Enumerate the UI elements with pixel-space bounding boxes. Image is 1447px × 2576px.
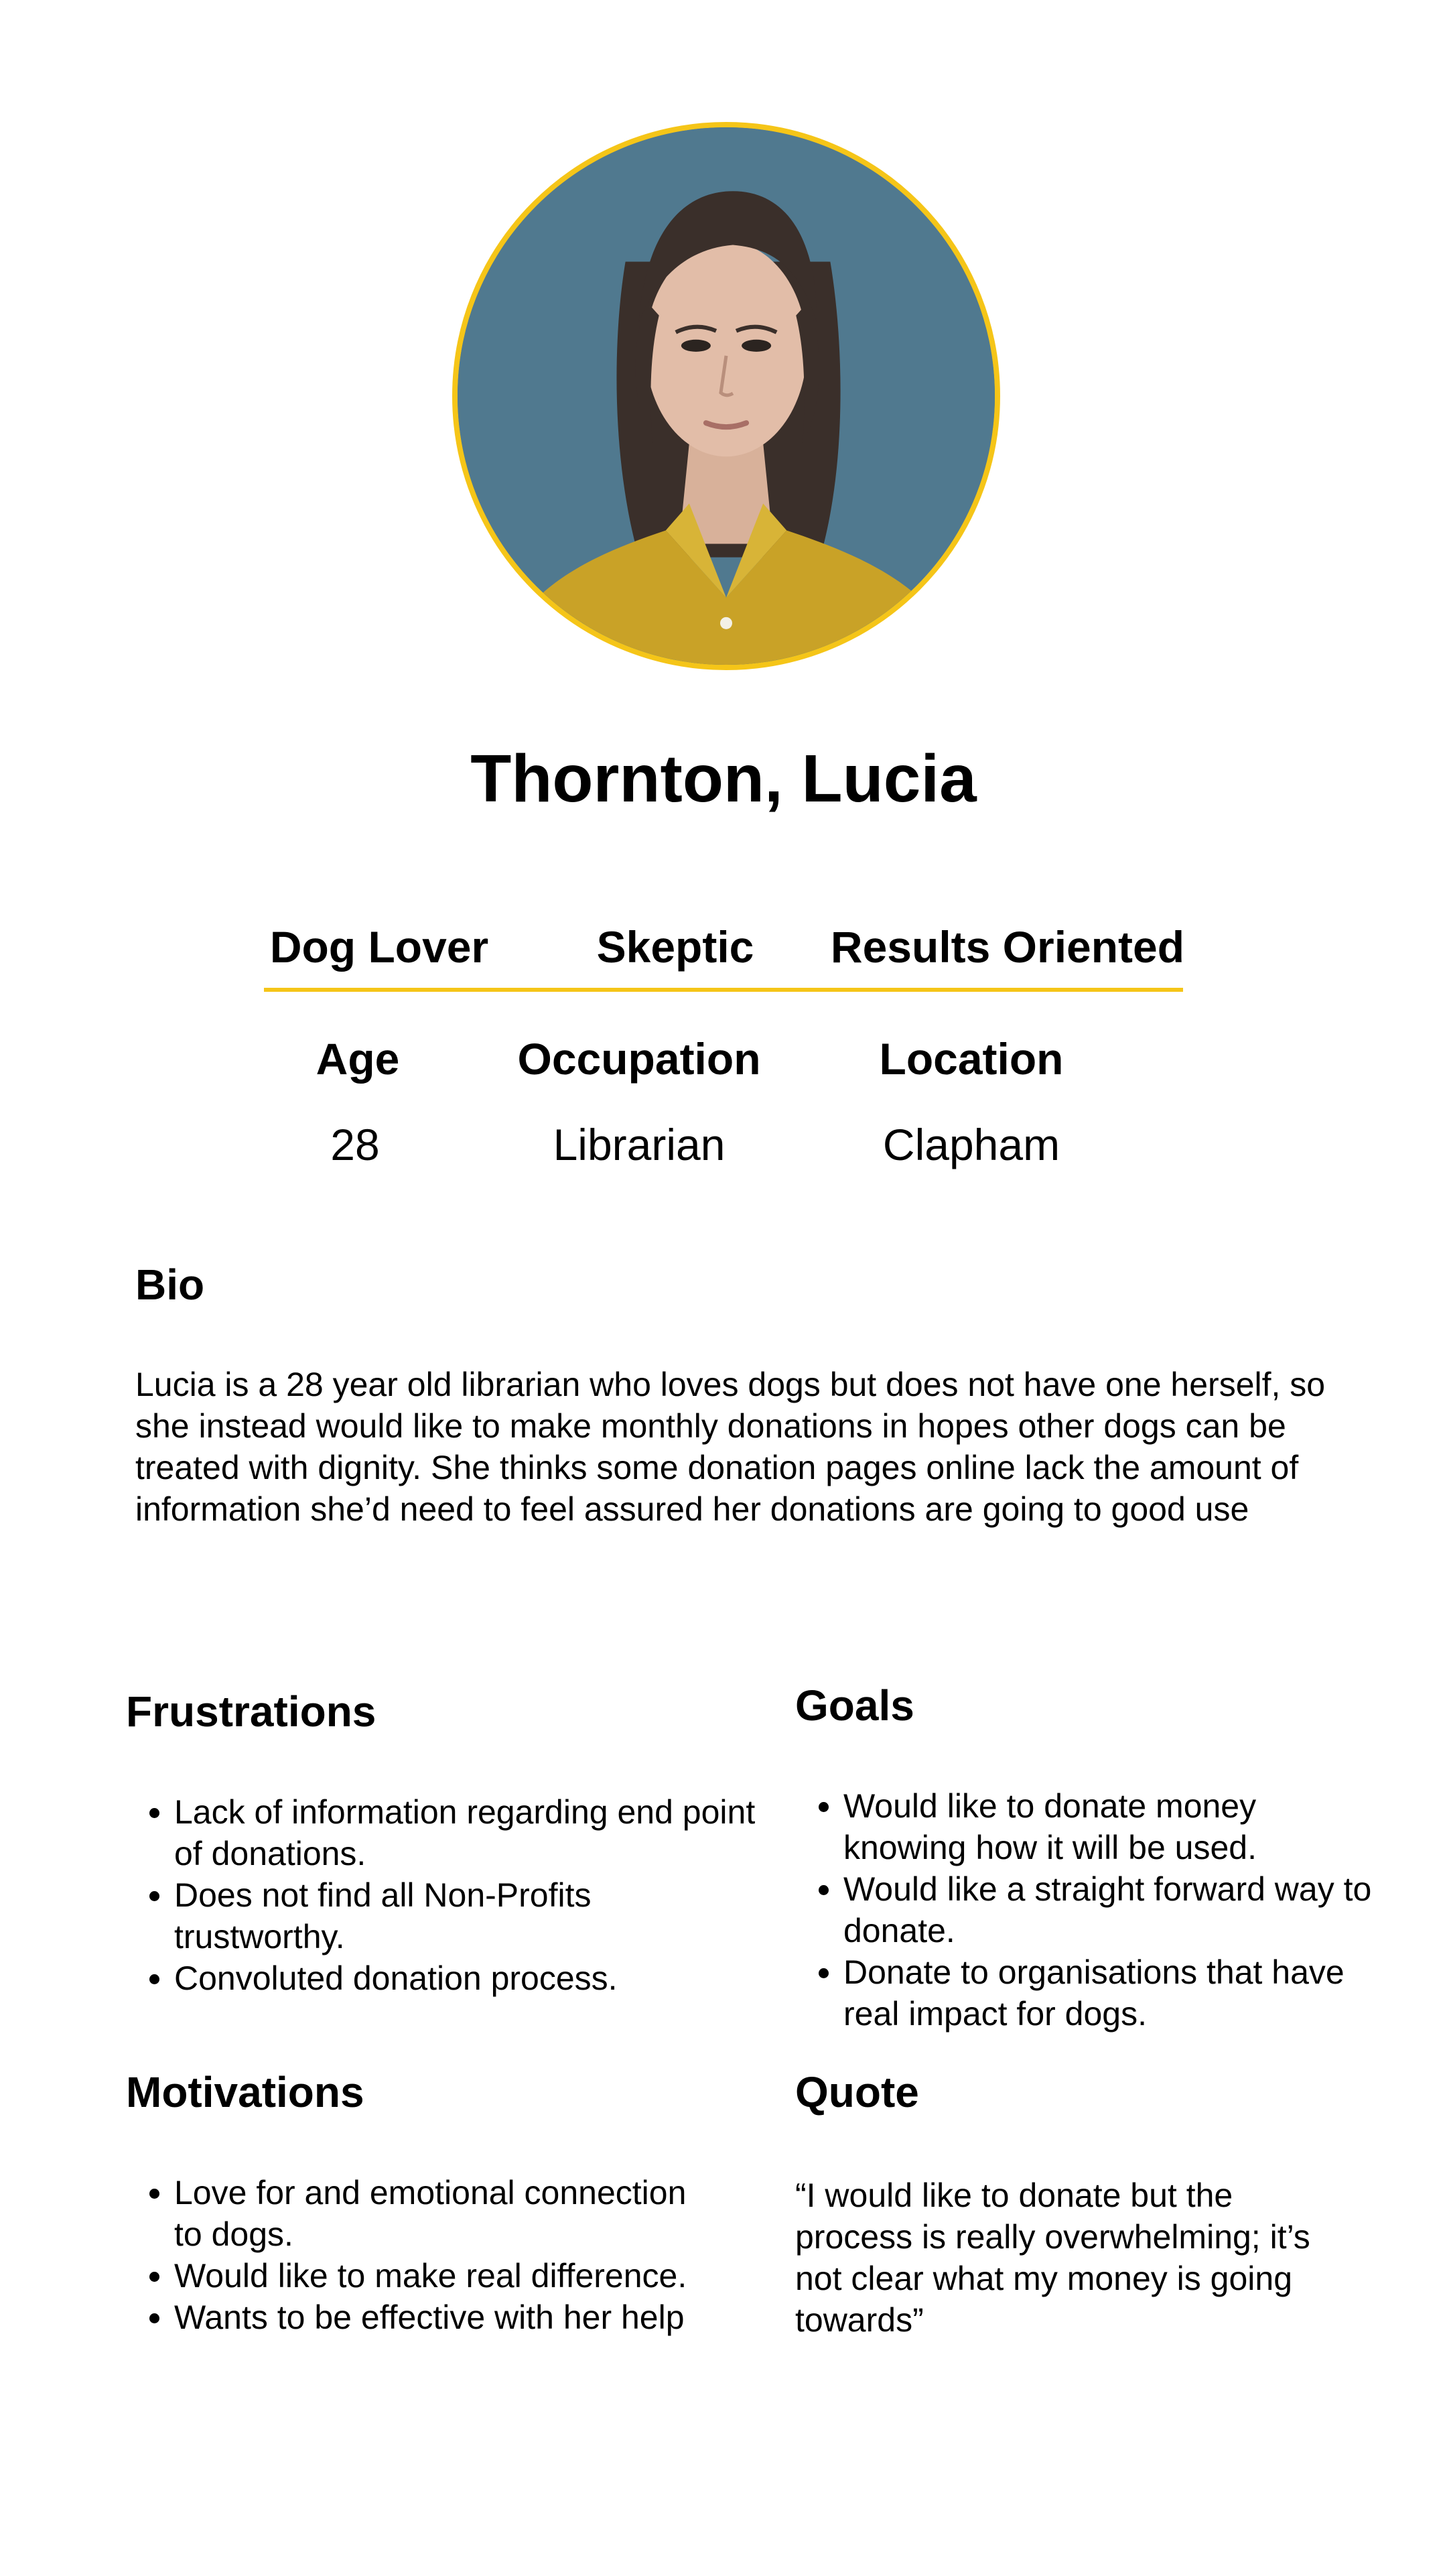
list-item: • Would like to donate money knowing how it will be used.: [843, 1785, 1379, 1868]
list-item: • Donate to organisations that have real impact for dogs.: [843, 1951, 1379, 2035]
age-value: 28: [330, 1120, 380, 1169]
list-item: • Would like a straight forward way to donate.: [843, 1868, 1379, 1951]
goals-list: [795, 1785, 1379, 2035]
persona-name: Thornton, Lucia: [470, 741, 977, 816]
location-value: Clapham: [882, 1120, 1060, 1169]
motivations-list: [126, 2172, 710, 2338]
bio-text: Lucia is a 28 year old librarian who loves dogs but does not have one herself, so she instead would like to make monthly donations in hopes other dogs can be treated with dignity. She thinks some donation pages online lack the amount of information she’d need to feel assured her donations are going to good use: [135, 1366, 1326, 1528]
traits-divider: [264, 988, 1183, 992]
location-label: Location: [879, 1034, 1064, 1084]
frustrations-list: [126, 1791, 764, 1999]
trait-results-oriented: Results Oriented: [830, 922, 1185, 972]
trait-skeptic: Skeptic: [596, 922, 754, 972]
list-item: • Convoluted donation process.: [174, 1957, 764, 1999]
list-item: • Would like to make real difference.: [174, 2255, 710, 2297]
frustrations-title: Frustrations: [126, 1687, 376, 1736]
portrait-image: [458, 127, 995, 665]
list-item: • Lack of information regarding end point of donations.: [174, 1791, 764, 1874]
goals-title: Goals: [795, 1681, 914, 1730]
occupation-label: Occupation: [517, 1034, 761, 1084]
quote-title: Quote: [795, 2068, 919, 2116]
list-item: • Wants to be effective with her help: [174, 2297, 710, 2338]
quote-text: “I would like to donate but the process is really overwhelming; it’s not clear what my money is going towards”: [795, 2177, 1310, 2339]
motivations-title: Motivations: [126, 2068, 364, 2116]
occupation-value: Librarian: [553, 1120, 726, 1169]
avatar: [452, 122, 1000, 670]
list-item: • Does not find all Non-Profits trustworthy.: [174, 1874, 764, 1957]
bio-title: Bio: [135, 1261, 205, 1309]
trait-dog-lover: Dog Lover: [269, 922, 489, 972]
list-item: • Love for and emotional connection to dogs.: [174, 2172, 710, 2255]
age-label: Age: [316, 1034, 400, 1084]
